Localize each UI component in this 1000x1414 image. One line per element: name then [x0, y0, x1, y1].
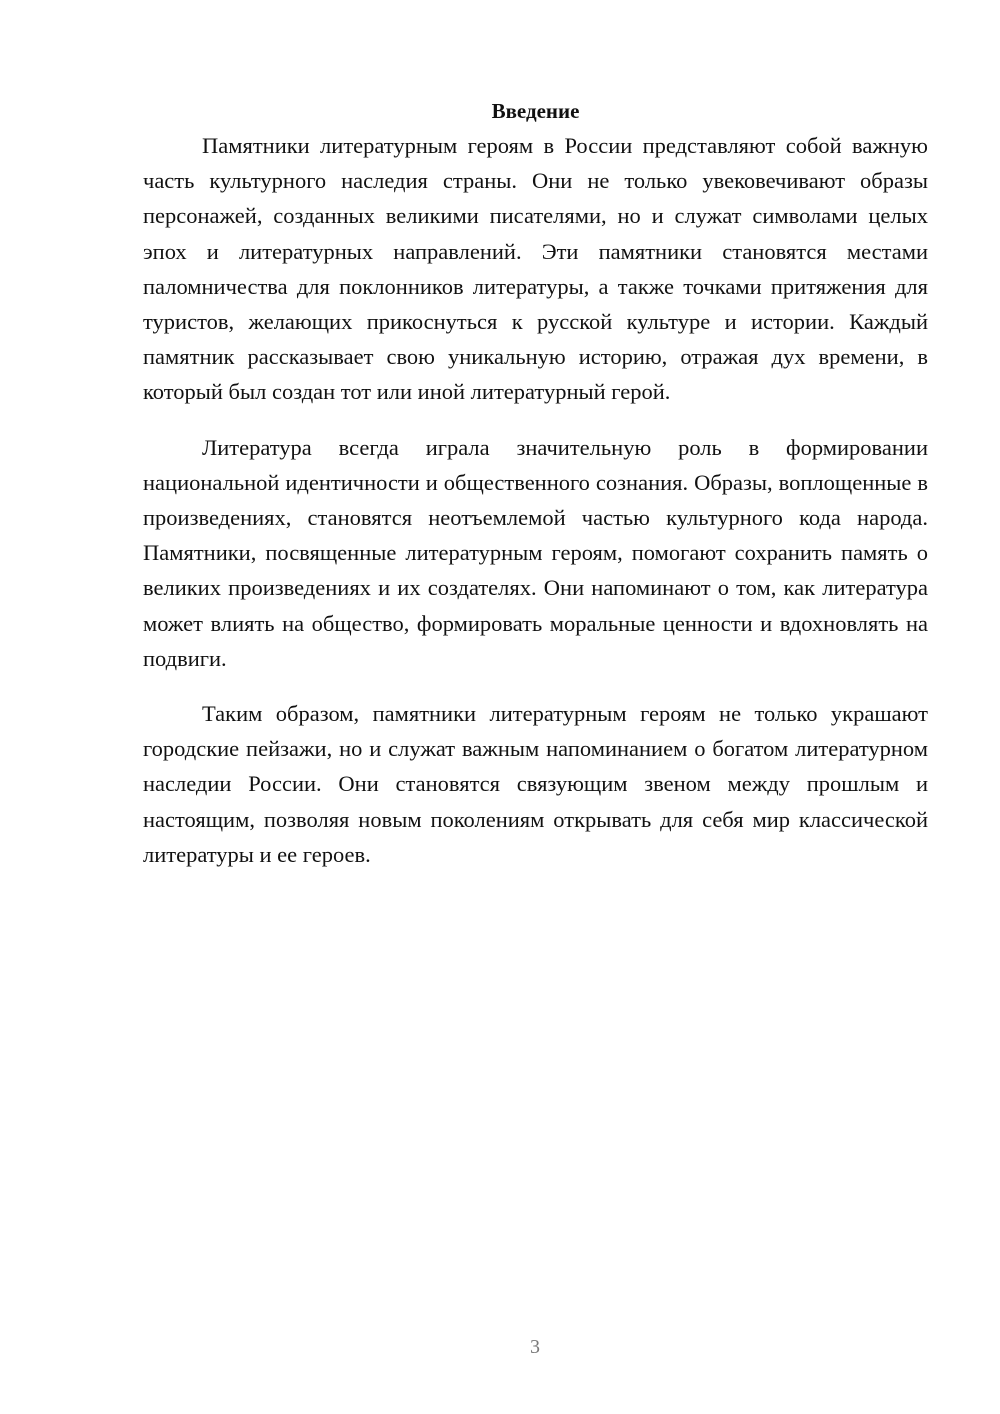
page-title: Введение — [491, 99, 580, 123]
paragraph-1: Памятники литературным героям в России представляют собой важную часть культурного наследия страны. Они не только увековечивают образы персонажей, созданных великими писателями, но и служат символами целых эпох и литературных направлений. Эти памятники становятся местами паломничества для поклонников литературы, а также точками притяжения для туристов, желающих прикоснуться к русской культуре и истории. Каждый памятник рассказывает свою уникальную историю, отражая дух времени, в который был создан тот или иной литературный герой. — [143, 133, 928, 405]
page-content — [143, 96, 928, 892]
paragraph-2: Литература всегда играла значительную роль в формировании национальной идентичности и общественного сознания. Образы, воплощенные в произведениях, становятся неотъемлемой частью культурного кода народа. Памятники, посвященные литературным героям, помогают сохранить память о великих произведениях и их создателях. Они напоминают о том, как литература может влиять на общество, формировать моральные ценности и вдохновлять на подвиги. — [143, 434, 928, 671]
page-number: 3 — [530, 1336, 540, 1358]
paragraph-3: Таким образом, памятники литературным героям не только украшают городские пейзажи, но и служат важным напоминанием о богатом литературном наследии России. Они становятся связующим звеном между прошлым и настоящим, позволяя новым поколениям открывать для себя мир классической литературы и ее героев. — [143, 701, 928, 867]
